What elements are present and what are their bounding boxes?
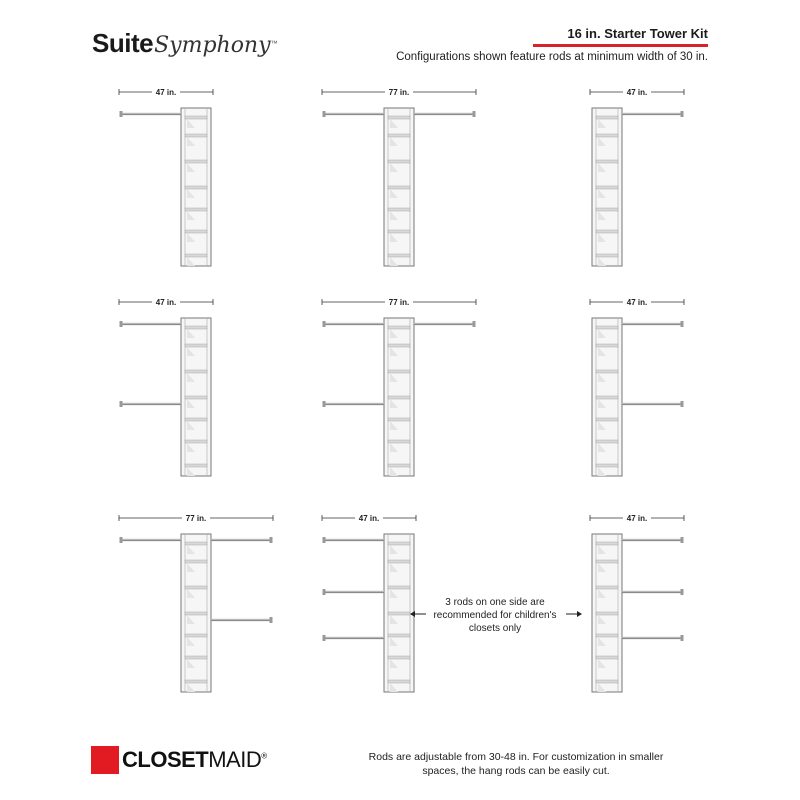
tower-shelf	[185, 208, 207, 211]
rod-end-bracket	[120, 537, 123, 543]
tower-shelf	[185, 612, 207, 615]
rod-end-bracket	[120, 321, 123, 327]
rod-end-bracket	[681, 635, 684, 641]
tower-shelf	[596, 208, 618, 211]
tower-shelf	[596, 160, 618, 163]
tower-config-1	[119, 88, 213, 266]
rod-end-bracket	[270, 617, 273, 623]
rod-end-bracket	[681, 321, 684, 327]
tower-shelf	[596, 254, 618, 257]
tower-shelf	[388, 560, 410, 563]
tower-shelf	[185, 116, 207, 119]
tower-shelf	[596, 612, 618, 615]
tower-shelf	[185, 344, 207, 347]
tower-shelf	[596, 344, 618, 347]
children-closet-note: 3 rods on one side are recommended for children's closets only	[433, 597, 557, 634]
rod-end-bracket	[681, 589, 684, 595]
tower-shelf	[185, 680, 207, 683]
rod-end-bracket	[681, 537, 684, 543]
tower-shelf	[388, 160, 410, 163]
tower-shelf	[185, 134, 207, 137]
closetmaid-logo	[91, 745, 267, 775]
tower-shelf	[388, 634, 410, 637]
width-label: 47 in.	[155, 298, 177, 307]
tower-shelf	[388, 680, 410, 683]
tower-shelf	[596, 230, 618, 233]
brand-word-symphony: Symphony	[154, 33, 271, 58]
tower-shelf	[185, 560, 207, 563]
tower-config-6	[590, 298, 684, 476]
logo-registered: ®	[261, 751, 267, 761]
tower-shelf	[596, 656, 618, 659]
tower-shelf	[596, 396, 618, 399]
footer-note: Rods are adjustable from 30-48 in. For customization in smaller spaces, the hang rods can be easily cut.	[368, 751, 664, 777]
tower-shelf	[388, 116, 410, 119]
tower-shelf	[596, 418, 618, 421]
width-label: 47 in.	[626, 514, 648, 523]
tower-shelf	[185, 186, 207, 189]
tower-config-4	[119, 298, 213, 476]
tower-shelf	[185, 440, 207, 443]
tower-shelf	[388, 186, 410, 189]
tower-config-7	[119, 514, 273, 692]
tower-shelf	[596, 560, 618, 563]
tower-shelf	[388, 464, 410, 467]
rod-end-bracket	[681, 401, 684, 407]
width-label: 47 in.	[626, 298, 648, 307]
tower-shelf	[596, 680, 618, 683]
tower-shelf	[388, 254, 410, 257]
tower-shelf	[388, 542, 410, 545]
tower-shelf	[388, 418, 410, 421]
rod-end-bracket	[681, 111, 684, 117]
tower-shelf	[185, 370, 207, 373]
tower-shelf	[388, 396, 410, 399]
tower-shelf	[596, 440, 618, 443]
tower-shelf	[388, 656, 410, 659]
tower-shelf	[596, 134, 618, 137]
rod-end-bracket	[323, 537, 326, 543]
tower-shelf	[388, 230, 410, 233]
tower-config-5	[322, 298, 476, 476]
width-label: 47 in.	[358, 514, 380, 523]
tower-shelf	[185, 464, 207, 467]
rod-end-bracket	[120, 111, 123, 117]
rod-end-bracket	[323, 589, 326, 595]
tower-shelf	[185, 634, 207, 637]
tower-shelf	[596, 370, 618, 373]
width-label: 77 in.	[185, 514, 207, 523]
tower-shelf	[388, 370, 410, 373]
tower-config-8	[322, 514, 416, 692]
brand-trademark: ™	[270, 40, 278, 48]
width-label: 47 in.	[626, 88, 648, 97]
logo-wordmark	[122, 747, 267, 773]
tower-shelf	[388, 208, 410, 211]
rod-end-bracket	[323, 401, 326, 407]
tower-shelf	[596, 542, 618, 545]
rod-end-bracket	[473, 111, 476, 117]
tower-shelf	[185, 160, 207, 163]
tower-shelf	[596, 464, 618, 467]
tower-shelf	[388, 440, 410, 443]
tower-shelf	[185, 418, 207, 421]
width-label: 47 in.	[155, 88, 177, 97]
logo-word-light: MAID	[208, 747, 262, 772]
tower-shelf	[185, 396, 207, 399]
tower-config-9	[590, 514, 684, 692]
rod-end-bracket	[323, 111, 326, 117]
tower-shelf	[185, 656, 207, 659]
tower-config-2	[322, 88, 476, 266]
page-subtitle: Configurations shown feature rods at minimum width of 30 in.	[396, 51, 708, 63]
brand-word-suite: Suite	[92, 28, 154, 58]
tower-shelf	[388, 344, 410, 347]
page-title: 16 in. Starter Tower Kit	[567, 26, 708, 41]
note-arrowhead-right	[577, 611, 582, 617]
tower-shelf	[185, 326, 207, 329]
tower-shelf	[185, 230, 207, 233]
width-label: 77 in.	[388, 298, 410, 307]
logo-red-square	[91, 746, 119, 774]
tower-shelf	[185, 254, 207, 257]
tower-shelf	[185, 542, 207, 545]
tower-shelf	[596, 586, 618, 589]
rod-end-bracket	[120, 401, 123, 407]
width-label: 77 in.	[388, 88, 410, 97]
tower-config-3	[590, 88, 684, 266]
rod-end-bracket	[323, 635, 326, 641]
tower-shelf	[388, 326, 410, 329]
tower-shelf	[596, 634, 618, 637]
tower-shelf	[388, 134, 410, 137]
tower-shelf	[596, 186, 618, 189]
rod-end-bracket	[473, 321, 476, 327]
logo-word-bold: CLOSET	[122, 747, 209, 772]
tower-shelf	[388, 612, 410, 615]
tower-shelf	[388, 586, 410, 589]
rod-end-bracket	[323, 321, 326, 327]
rod-end-bracket	[270, 537, 273, 543]
tower-shelf	[596, 116, 618, 119]
tower-shelf	[596, 326, 618, 329]
tower-shelf	[185, 586, 207, 589]
